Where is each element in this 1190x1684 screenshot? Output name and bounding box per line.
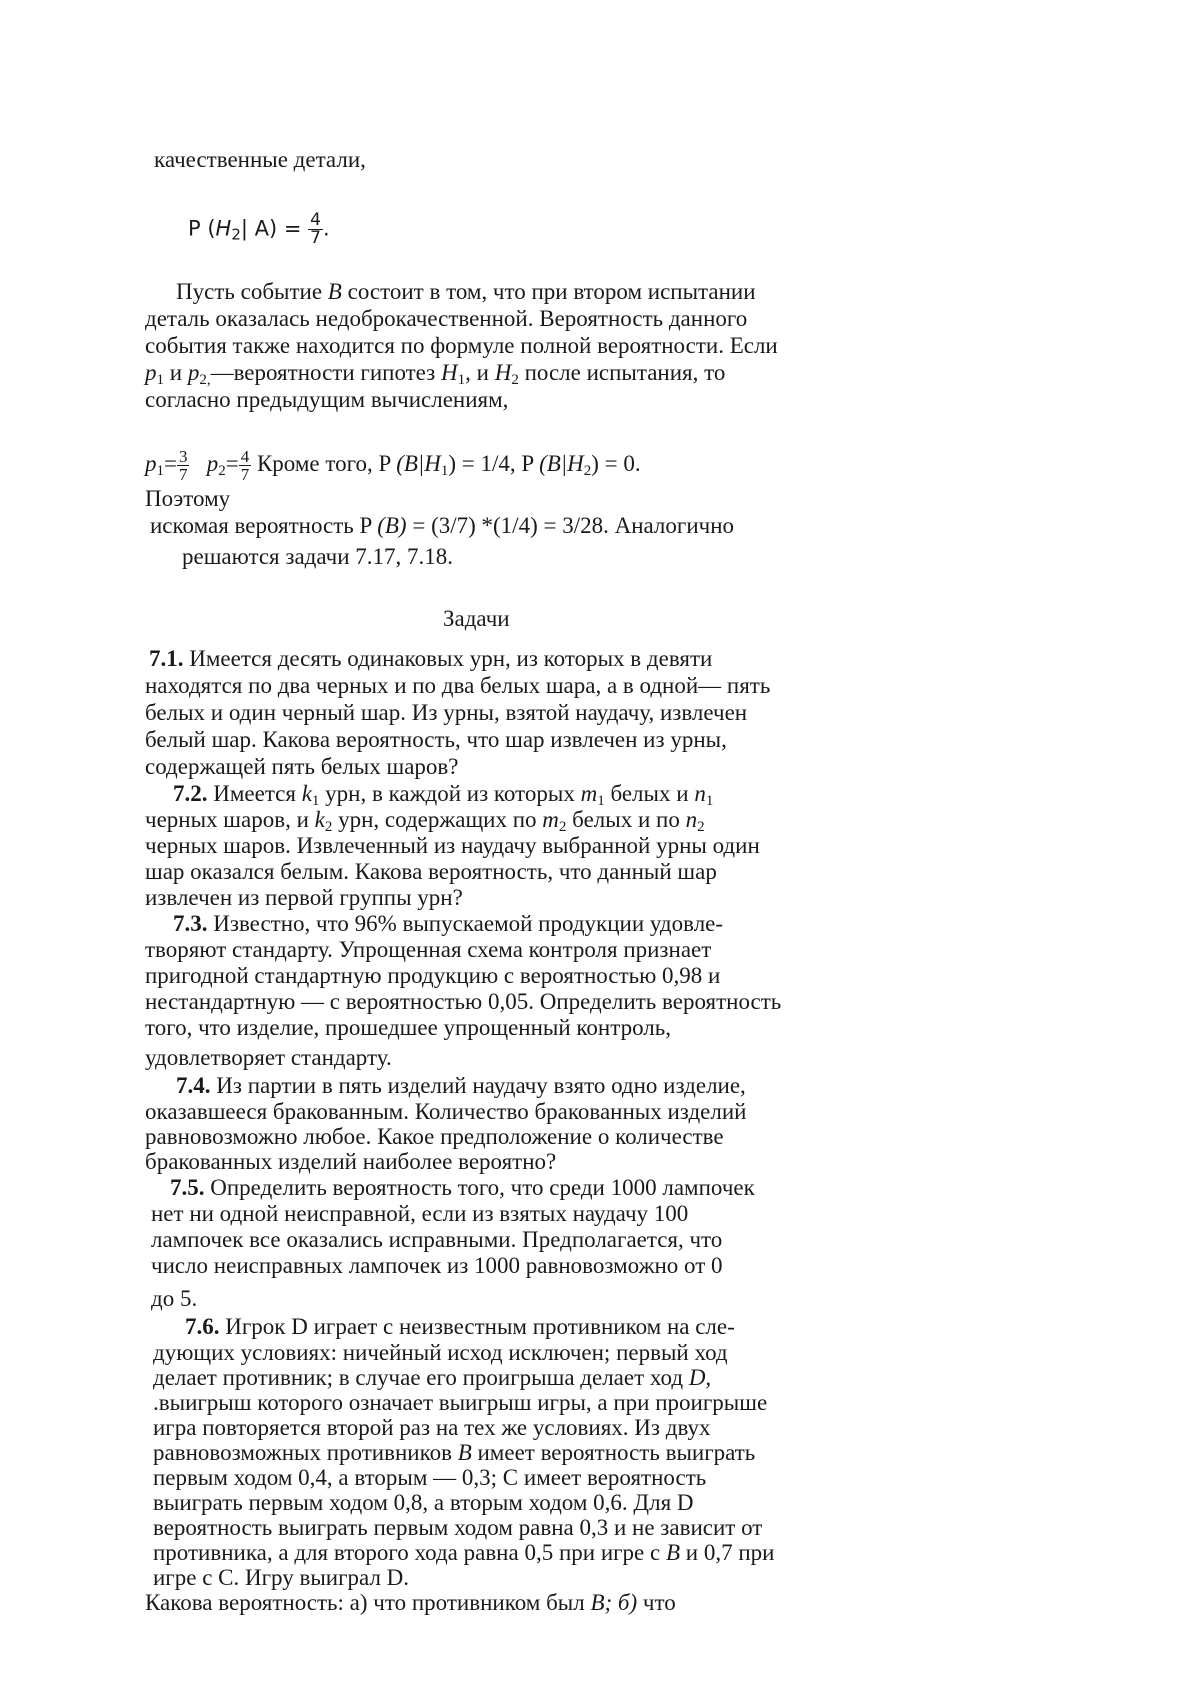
fraction (239, 448, 252, 483)
text-span: белых и по (566, 807, 686, 832)
text-span: = (3/7) *(1/4) = 3/28. Аналогично (406, 513, 735, 538)
fraction-numerator: 4 (310, 210, 321, 230)
fraction-numerator: 3 (178, 447, 188, 466)
text-span: и 0,7 при (680, 1540, 775, 1565)
text-span: после испытания, то (518, 360, 726, 385)
text-line: игре с С. Игру выиграл D. (153, 1565, 410, 1590)
text-line (185, 1314, 735, 1340)
text-line: деталь оказалась недоброкачественной. Вероятность данного (145, 306, 748, 331)
text-line: оказавшееся бракованным. Количество бракованных изделий (145, 1099, 747, 1124)
text-line (145, 1590, 676, 1616)
math-sub: 2, (199, 372, 211, 388)
text-line (150, 513, 734, 539)
math-var: n (694, 781, 706, 806)
text-line (176, 1073, 746, 1099)
text-span: = (225, 450, 239, 476)
text-line: пригодной стандартную продукцию с вероятностью 0,98 и (145, 963, 721, 988)
text-span: Имеется (207, 781, 302, 806)
text-line: нестандартную — с вероятностью 0,05. Определить вероятность (145, 989, 782, 1014)
math-var: k (301, 781, 312, 806)
math-sub: 1 (311, 793, 320, 809)
text-line (145, 360, 725, 386)
text-line: качественные детали, (154, 147, 366, 172)
math-var: p (145, 360, 157, 385)
text-line: решаются задачи 7.17, 7.18. (182, 544, 454, 569)
problem-number: 7.6. (185, 1314, 220, 1339)
text-span: Из партии в пять изделий наудачу взято одно изделие, (210, 1073, 746, 1098)
text-span: белых и (604, 781, 695, 806)
math-sub: 1 (440, 462, 449, 479)
text-line: нет ни одной неисправной, если из взятых наудачу 100 (151, 1201, 689, 1226)
text-line: вероятность выиграть первым ходом равна 0,3 и не зависит от (153, 1515, 763, 1540)
text-span: Определить вероятность того, что среди 1000 лампочек (204, 1175, 755, 1200)
math-var: H (494, 360, 512, 385)
math-sub: 1 (597, 793, 605, 809)
fraction-numerator: 4 (240, 447, 250, 466)
math-var: m (542, 807, 559, 832)
problem-number: 7.2. (173, 781, 208, 806)
text-line (145, 807, 705, 833)
math-sub: 2 (583, 462, 592, 479)
math-var: p (187, 360, 200, 385)
text-line (153, 1365, 711, 1391)
formula-text: | A) = (240, 216, 302, 241)
text-line: того, что изделие, прошедшее упрощенный контроль, (145, 1015, 671, 1040)
math-var: B; б) (590, 1590, 638, 1615)
math-sub: 2 (697, 819, 705, 835)
text-line: число неисправных лампочек из 1000 равновозможно от 0 (151, 1253, 723, 1278)
text-line: Поэтому (145, 486, 231, 511)
formula-text: P ( (188, 216, 216, 241)
math-var: B (457, 1440, 472, 1465)
text-span: , и (465, 360, 495, 385)
math-sub: 1 (457, 372, 466, 388)
text-line: согласно предыдущим вычислениям, (145, 387, 509, 412)
text-span: Какова вероятность: а) что противником был (145, 1590, 591, 1615)
math-sub: 1 (156, 462, 164, 479)
text-span: что (637, 1590, 676, 1615)
section-heading: Задачи (443, 606, 510, 631)
text-span: состоит в том, что при втором испытании (341, 279, 756, 304)
fraction (177, 448, 190, 483)
math-sub: 2 (218, 462, 226, 479)
formula-sub: 2 (231, 225, 241, 244)
text-span: урн, содержащих по (332, 807, 543, 832)
text-line: дующих условиях: ничейный исход исключен; первый ход (153, 1340, 728, 1365)
math-var: (B|H (396, 450, 441, 476)
text-span: Игрок D играет с неизвестным противником на сле- (219, 1314, 735, 1339)
text-line: до 5. (151, 1286, 198, 1311)
text-span: противника, а для второго хода равна 0,5 при игре с (153, 1540, 666, 1565)
math-var: B (665, 1540, 681, 1565)
math-var: D, (688, 1365, 712, 1390)
math-sub: 2 (511, 372, 519, 388)
text-line: содержащей пять белых шаров? (145, 754, 459, 779)
problem-number: 7.1. (149, 646, 184, 671)
text-line: извлечен из первой группы урн? (145, 885, 463, 910)
text-span: Имеется десять одинаковых урн, из которых в девяти (183, 646, 713, 671)
text-line (153, 1540, 774, 1566)
math-var: (B|H (539, 450, 584, 476)
math-var: p (145, 450, 157, 476)
text-line (149, 646, 712, 672)
text-span: и (164, 360, 188, 385)
math-sub: 2 (324, 819, 333, 835)
text-line: удовлетворяет стандарту. (145, 1045, 392, 1070)
fraction-denominator: 7 (240, 465, 250, 484)
text-line: выиграть первым ходом 0,8, а вторым ходом 0,6. Для D (153, 1490, 694, 1515)
math-var: (B) (377, 513, 407, 538)
text-span: черных шаров, и (145, 807, 315, 832)
text-span: Известно, что 96% выпускаемой продукции удовле- (207, 911, 724, 936)
math-var: B (327, 279, 342, 304)
problem-number: 7.3. (173, 911, 208, 936)
text-line (173, 911, 723, 937)
text-line: игра повторяется второй раз на тех же условиях. Из двух (153, 1415, 711, 1440)
text-span: имеет вероятность выиграть (471, 1440, 756, 1465)
text-span: —вероятности гипотез (210, 360, 442, 385)
text-line: белых и один черный шар. Из урны, взятой наудачу, извлечен (145, 700, 748, 725)
text-span: Кроме того, P (251, 450, 397, 476)
math-var: k (314, 807, 325, 832)
text-line: лампочек все оказались исправными. Предполагается, что (151, 1227, 723, 1252)
text-span: ) = 0. (591, 450, 641, 476)
text-line (173, 781, 713, 807)
text-span: Пусть событие (176, 279, 328, 304)
math-var: H (441, 360, 458, 385)
formula-text: . (323, 216, 330, 241)
text-line: творяют стандарту. Упрощенная схема контроля признает (145, 937, 712, 962)
math-sub: 1 (156, 372, 164, 388)
text-line: первым ходом 0,4, а вторым — 0,3; С имеет вероятность (153, 1465, 707, 1490)
text-line: находятся по два черных и по два белых шара, а в одной— пять (145, 673, 771, 698)
text-span: делает противник; в случае его проигрыша делает ход (153, 1365, 689, 1390)
fraction-denominator: 7 (310, 228, 321, 248)
fraction-denominator: 7 (178, 465, 188, 484)
text-line: .выигрыш которого означает выигрыш игры, а при проигрыше (153, 1390, 768, 1415)
problem-number: 7.5. (170, 1175, 205, 1200)
math-var: m (580, 781, 598, 806)
math-var: p (206, 450, 219, 476)
text-span: равновозможных противников (153, 1440, 458, 1465)
text-line (176, 279, 756, 305)
text-line: бракованных изделий наиболее вероятно? (145, 1149, 557, 1174)
formula-line (188, 212, 330, 247)
text-line: шар оказался белым. Какова вероятность, что данный шар (145, 859, 717, 884)
text-span: ) = 1/4, P (448, 450, 540, 476)
math-var: n (685, 807, 698, 832)
problem-number: 7.4. (176, 1073, 211, 1098)
math-sub: 2 (558, 819, 567, 835)
text-span: искомая вероятность P (150, 513, 378, 538)
text-line (153, 1440, 755, 1466)
text-line: равновозможно любое. Какое предположение о количестве (145, 1124, 724, 1149)
text-span: урн, в каждой из которых (319, 781, 581, 806)
text-line: черных шаров. Извлеченный из наудачу выбранной урны один (145, 833, 760, 858)
fraction (308, 212, 323, 247)
text-line (170, 1175, 755, 1201)
text-line: белый шар. Какова вероятность, что шар извлечен из урны, (145, 727, 727, 752)
text-line: события также находится по формуле полной вероятности. Если (145, 333, 778, 358)
text-line (145, 448, 641, 483)
formula-var: H (215, 216, 232, 241)
text-span: = (164, 450, 177, 476)
math-sub: 1 (705, 793, 714, 809)
